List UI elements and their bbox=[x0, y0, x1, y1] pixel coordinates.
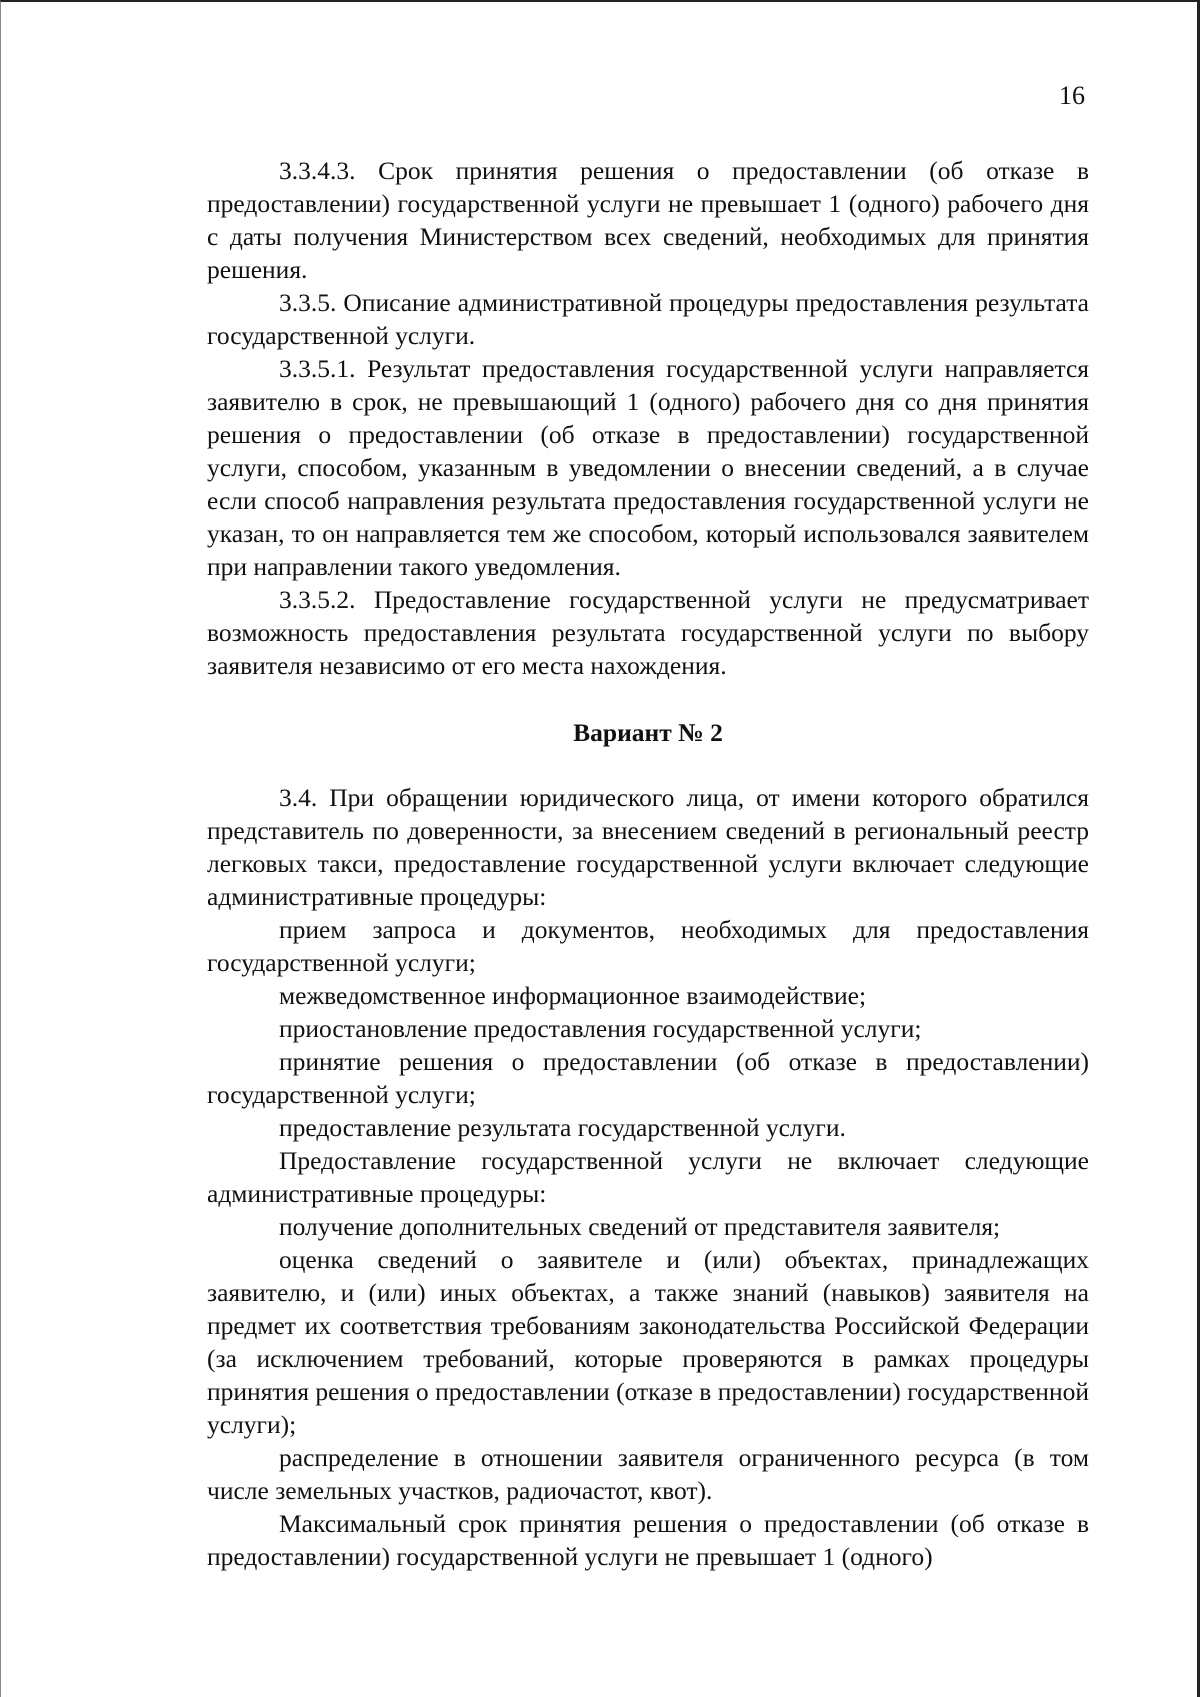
paragraph-3-3-4-3: 3.3.4.3. Срок принятия решения о предоставлении (об отказе в предоставлении) государственной услуги не превышает 1 (одного) рабочего дня с даты получения Министерством всех сведений, необходимых для принятия решения. bbox=[207, 156, 1089, 284]
page-number: 16 bbox=[1059, 81, 1085, 110]
list-item-procedure: предоставление результата государственной услуги. bbox=[279, 1113, 846, 1142]
section-heading: Вариант № 2 bbox=[573, 718, 723, 747]
list-item-procedure: межведомственное информационное взаимодействие; bbox=[279, 981, 867, 1010]
list-item-procedure: приостановление предоставления государственной услуги; bbox=[279, 1014, 922, 1043]
list-item-excluded-procedure: распределение в отношении заявителя ограниченного ресурса (в том числе земельных участков, радиочастот, квот). bbox=[207, 1443, 1089, 1505]
document-body bbox=[207, 154, 1089, 1573]
paragraph-3-4: 3.4. При обращении юридического лица, от имени которого обратился представитель по доверенности, за внесением сведений в региональный реестр легковых такси, предоставление государственной услуги включает следующие административные процедуры: bbox=[207, 783, 1089, 911]
paragraph-max-term: Максимальный срок принятия решения о предоставлении (об отказе в предоставлении) государственной услуги не превышает 1 (одного) bbox=[207, 1509, 1089, 1571]
paragraph-3-3-5-1: 3.3.5.1. Результат предоставления государственной услуги направляется заявителю в срок, не превышающий 1 (одного) рабочего дня со дня принятия решения о предоставлении (об отказе в предоставлении) государственной услуги, способом, указанным в уведомлении о внесении сведений, а в случае если способ направления результата предоставления государственной услуги не указан, то он направляется тем же способом, который использовался заявителем при направлении такого уведомления. bbox=[207, 354, 1089, 581]
list-item-procedure: прием запроса и документов, необходимых для предоставления государственной услуги; bbox=[207, 915, 1089, 977]
paragraph-3-3-5: 3.3.5. Описание административной процедуры предоставления результата государственной услуги. bbox=[207, 288, 1089, 350]
list-item-excluded-procedure: получение дополнительных сведений от представителя заявителя; bbox=[279, 1212, 1001, 1241]
paragraph-3-3-5-2: 3.3.5.2. Предоставление государственной услуги не предусматривает возможность предоставления результата государственной услуги по выбору заявителя независимо от его места нахождения. bbox=[207, 585, 1089, 680]
list-item-excluded-procedure: оценка сведений о заявителе и (или) объектах, принадлежащих заявителю, и (или) иных объектах, а также знаний (навыков) заявителя на предмет их соответствия требованиям законодательства Российской Федерации (за исключением требований, которые проверяются в рамках процедуры принятия решения о предоставлении (отказе в предоставлении) государственной услуги); bbox=[207, 1245, 1089, 1439]
list-item-procedure: принятие решения о предоставлении (об отказе в предоставлении) государственной услуги; bbox=[207, 1047, 1089, 1109]
paragraph-excluded-procedures: Предоставление государственной услуги не включает следующие административные процедуры: bbox=[207, 1146, 1089, 1208]
